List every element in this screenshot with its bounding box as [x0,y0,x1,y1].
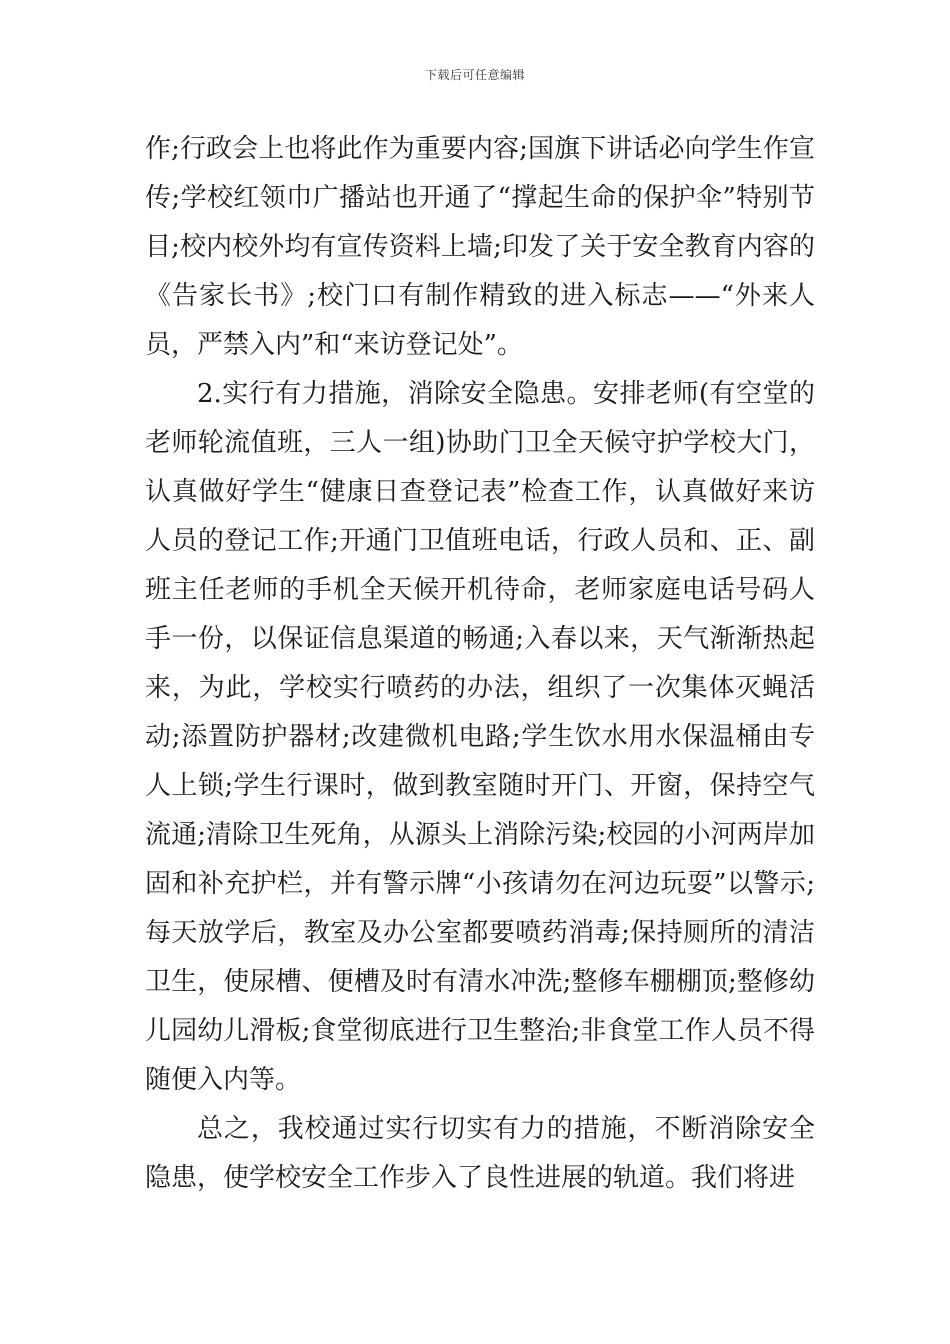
paragraph-1: 作;行政会上也将此作为重要内容;国旗下讲话必向学生作宣传;学校红领巾广播站也开通了“撑起生命的保护伞”特别节目;校内校外均有宣传资料上墙;印发了关于安全教育内容的《告家长书》;校门口有制作精致的进入标志——“外来人员，严禁入内”和“来访登记处”。 [145,134,815,360]
document-body [145,125,815,1203]
page-header: 下载后可任意编辑 [424,68,525,82]
paragraph-2: 2.实行有力措施，消除安全隐患。安排老师(有空堂的老师轮流值班，三人一组)协助门卫全天候守护学校大门，认真做好学生“健康日查登记表”检查工作，认真做好来访人员的登记工作;开通门卫值班电话，行政人员和、正、副班主任老师的手机全天候开机待命，老师家庭电话号码人手一份，以保证信息渠道的畅通;入春以来，天气渐渐热起来，为此，学校实行喷药的办法，组织了一次集体灭蝇活动;添置防护器材;改建微机电路;学生饮水用水保温桶由专人上锁;学生行课时，做到教室随时开门、开窗，保持空气流通;清除卫生死角，从源头上消除污染;校园的小河两岸加固和补充护栏，并有警示牌“小孩请勿在河边玩耍”以警示;每天放学后，教室及办公室都要喷药消毒;保持厕所的清洁卫生，使尿槽、便槽及时有清水冲洗;整修车棚棚顶;整修幼儿园幼儿滑板;食堂彻底进行卫生整治;非食堂工作人员不得随便入内等。 [145,379,815,1095]
paragraph-3: 总之，我校通过实行切实有力的措施，不断消除安全隐患，使学校安全工作步入了良性进展的轨道。我们将进 [145,1114,815,1193]
